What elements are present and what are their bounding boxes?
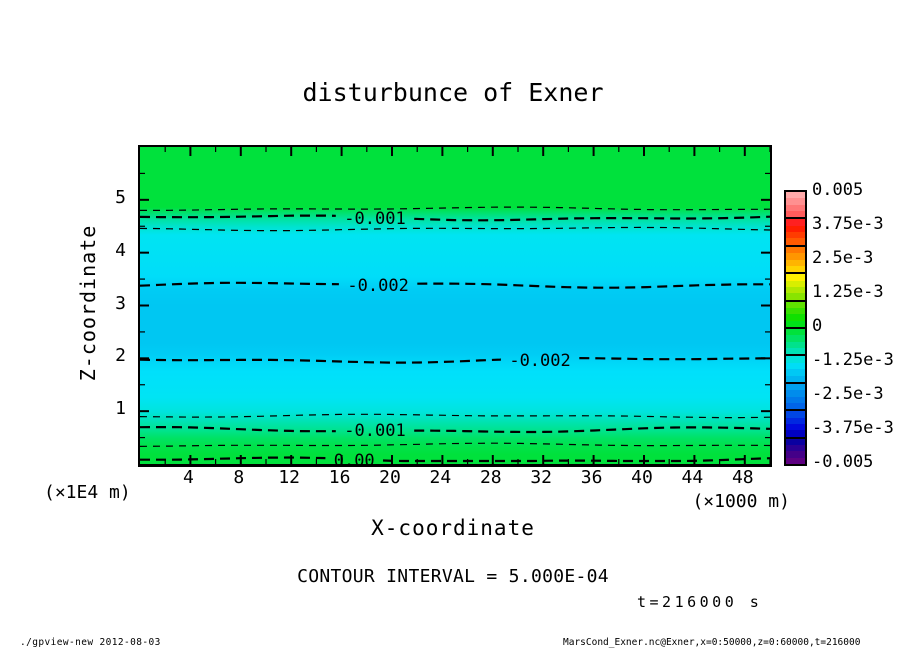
y-tick-label: 5 (115, 186, 126, 208)
colorbar-segment (786, 409, 805, 436)
x-tick-label: 40 (631, 467, 653, 488)
contour-line (140, 283, 339, 286)
colorbar-segment (786, 272, 805, 299)
x-tick-label: 20 (379, 467, 401, 488)
plot-area (138, 145, 772, 472)
contour-line (140, 216, 336, 218)
colorbar-segment (786, 327, 805, 354)
colorbar-label: -2.5e-3 (812, 384, 884, 404)
colorbar-label: 0.005 (812, 180, 864, 200)
colorbar-label: -1.25e-3 (812, 350, 894, 370)
contour-label: -0.002 (347, 275, 409, 296)
y-tick-label: 2 (115, 345, 126, 367)
contour-line (140, 227, 770, 230)
x-axis-title: X-coordinate (371, 516, 535, 540)
contour-line (140, 427, 336, 431)
colorbar-segment (786, 382, 805, 409)
x-tick-label: 12 (278, 467, 301, 488)
colorbar-label: 0 (812, 316, 823, 336)
contour-line (383, 458, 770, 461)
contour-line (417, 284, 770, 288)
x-tick-label: 16 (328, 467, 351, 488)
contour-label: -0.002 (509, 350, 571, 371)
contour-line (140, 414, 770, 417)
x-axis-unit: (×1000 m) (692, 491, 790, 512)
colorbar-segment (786, 437, 805, 464)
page-title: disturbunce of Exner (302, 78, 604, 107)
contour-overlay (140, 147, 770, 472)
colorbar-segment (786, 217, 805, 244)
contour-label: -0.001 (344, 208, 406, 229)
colorbar-label: 1.25e-3 (812, 282, 884, 302)
colorbar-segment (786, 354, 805, 381)
colorbar-label: 3.75e-3 (812, 214, 884, 234)
colorbar-label: -0.005 (812, 452, 874, 472)
contour-line (140, 207, 770, 210)
y-tick-label: 3 (115, 292, 126, 314)
x-tick-label: 48 (731, 467, 754, 488)
y-axis-unit: (×1E4 m) (44, 482, 131, 503)
time-annotation: t=216000 s (637, 593, 763, 611)
contour-label: -0.001 (344, 420, 406, 441)
x-tick-label: 36 (580, 467, 603, 488)
colorbar-segment (786, 300, 805, 327)
contour-label: 0.00 (333, 451, 375, 472)
x-tick-label: 8 (233, 467, 245, 488)
y-tick-label: 1 (115, 398, 126, 420)
x-tick-label: 28 (479, 467, 502, 488)
contour-line (579, 358, 770, 359)
colorbar-segment (786, 245, 805, 272)
colorbar-label: -3.75e-3 (812, 418, 894, 438)
y-tick-label: 4 (115, 239, 126, 261)
contour-line (414, 427, 770, 432)
colorbar-strip (786, 458, 805, 464)
footer-command: ./gpview-new 2012-08-03 (20, 637, 161, 648)
x-tick-label: 4 (182, 467, 194, 488)
contour-line (140, 360, 501, 363)
contour-line (414, 217, 770, 221)
contour-line (140, 443, 770, 446)
x-tick-label: 44 (681, 467, 704, 488)
contour-line (140, 458, 325, 460)
x-tick-label: 24 (429, 467, 452, 488)
colorbar-label: 2.5e-3 (812, 248, 874, 268)
footer-source: MarsCond_Exner.nc@Exner,x=0:50000,z=0:60000,t=216000 (563, 637, 861, 648)
y-axis-title: Z-coordinate (76, 224, 100, 382)
contour-interval-text: CONTOUR INTERVAL = 5.000E-04 (297, 566, 609, 587)
x-tick-label: 32 (530, 467, 553, 488)
colorbar-segment (786, 192, 805, 217)
colorbar (784, 190, 807, 466)
